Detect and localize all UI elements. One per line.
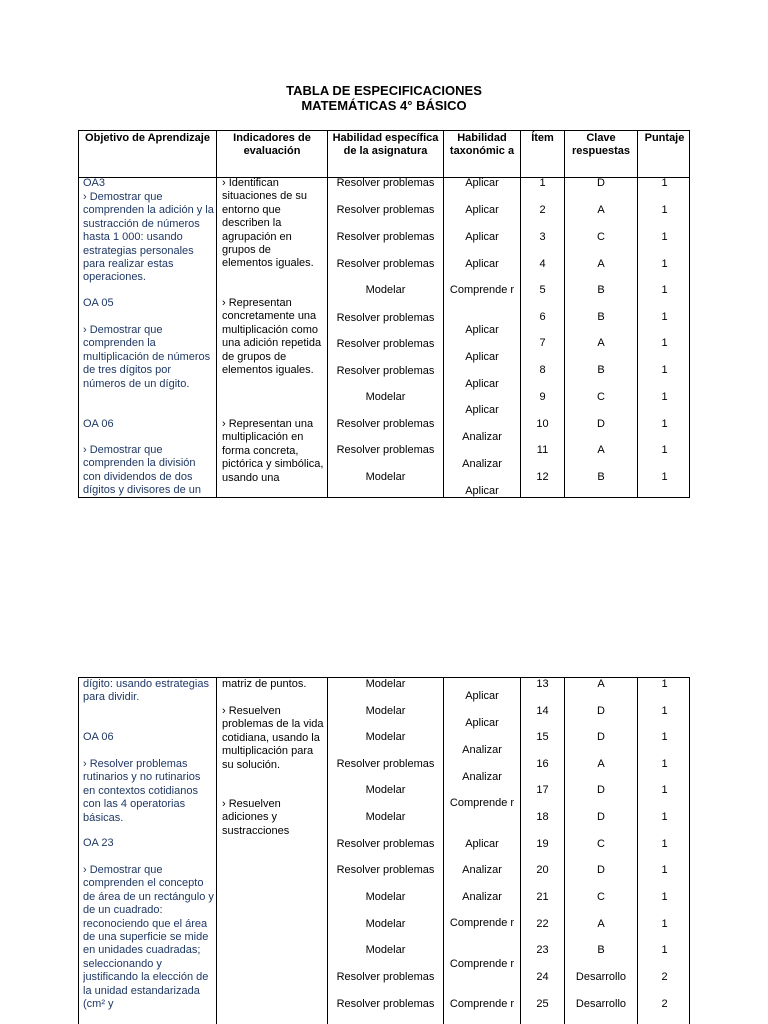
header-indicadores: Indicadores de evaluación xyxy=(233,132,311,157)
item-number: 21 xyxy=(536,891,549,903)
taxonomica-cell: Comprende r xyxy=(449,917,515,929)
habilidad-cell: Modelar xyxy=(365,705,406,717)
clave-cell: A xyxy=(597,444,605,456)
taxonomica-cell: Aplicar xyxy=(465,717,499,729)
puntaje-cell: 1 xyxy=(661,284,668,296)
taxonomica-cell: Aplicar xyxy=(465,351,499,363)
indicator-text: › Resuelven problemas de la vida cotidiana, usando la multiplicación para su solución. xyxy=(222,705,324,771)
habilidad-cell: Resolver problemas xyxy=(336,312,435,324)
taxonomica-cell: Aplicar xyxy=(465,204,499,216)
header-objetivo: Objetivo de Aprendizaje xyxy=(85,132,210,144)
puntaje-cell: 1 xyxy=(661,891,668,903)
habilidad-cell: Resolver problemas xyxy=(336,338,435,350)
item-number: 2 xyxy=(539,204,546,216)
taxonomica-cell: Aplicar xyxy=(465,485,499,497)
indicator-text: › Representan concretamente una multiplicación como una adición repetida de grupos de elementos iguales. xyxy=(222,297,322,377)
item-number: 5 xyxy=(539,284,546,296)
item-number: 23 xyxy=(536,944,549,956)
item-number: 24 xyxy=(536,971,549,983)
clave-cell: B xyxy=(597,944,605,956)
objective-text: OA 05 xyxy=(83,297,114,309)
clave-cell: D xyxy=(597,177,605,189)
habilidad-cell: Resolver problemas xyxy=(336,758,435,770)
item-number: 12 xyxy=(536,471,549,483)
indicator-text: › Identifican situaciones de su entorno que describen la agrupación en grupos de elementos iguales. xyxy=(222,177,314,270)
item-number: 10 xyxy=(536,418,549,430)
item-number: 20 xyxy=(536,864,549,876)
item-number: 16 xyxy=(536,758,549,770)
clave-cell: A xyxy=(597,758,605,770)
specification-table-page1 xyxy=(78,130,690,498)
item-number: 4 xyxy=(539,258,546,270)
puntaje-cell: 1 xyxy=(661,337,668,349)
habilidad-cell: Resolver problemas xyxy=(336,418,435,430)
puntaje-cell: 1 xyxy=(661,391,668,403)
puntaje-cell: 1 xyxy=(661,758,668,770)
item-number: 19 xyxy=(536,838,549,850)
habilidad-cell: Resolver problemas xyxy=(336,444,435,456)
habilidad-cell: Modelar xyxy=(365,944,406,956)
puntaje-cell: 1 xyxy=(661,444,668,456)
puntaje-cell: 1 xyxy=(661,418,668,430)
puntaje-cell: 1 xyxy=(661,784,668,796)
clave-cell: A xyxy=(597,258,605,270)
item-number: 15 xyxy=(536,731,549,743)
document-title-line2: MATEMÁTICAS 4° BÁSICO xyxy=(301,98,467,113)
habilidad-cell: Resolver problemas xyxy=(336,971,435,983)
item-number: 11 xyxy=(536,444,549,456)
taxonomica-cell: Aplicar xyxy=(465,404,499,416)
taxonomica-cell: Analizar xyxy=(462,864,502,876)
item-number: 22 xyxy=(536,918,549,930)
puntaje-cell: 1 xyxy=(661,311,668,323)
puntaje-cell: 1 xyxy=(661,231,668,243)
taxonomica-cell: Analizar xyxy=(462,891,502,903)
habilidad-cell: Modelar xyxy=(365,391,406,403)
item-number: 9 xyxy=(539,391,546,403)
taxonomica-cell: Aplicar xyxy=(465,258,499,270)
taxonomica-cell: Analizar xyxy=(462,771,502,783)
habilidad-cell: Modelar xyxy=(365,731,406,743)
clave-cell: C xyxy=(597,391,605,403)
taxonomica-cell: Aplicar xyxy=(465,378,499,390)
puntaje-cell: 1 xyxy=(661,944,668,956)
item-number: 14 xyxy=(536,705,549,717)
item-number: 17 xyxy=(536,784,549,796)
objective-text: OA3 xyxy=(83,177,106,189)
habilidad-cell: Modelar xyxy=(365,811,406,823)
objective-text: OA 06 xyxy=(83,418,114,430)
header-clave: Clave respuestas xyxy=(571,132,631,157)
habilidad-cell: Resolver problemas xyxy=(336,231,435,243)
header-item: Ítem xyxy=(531,132,554,144)
puntaje-cell: 1 xyxy=(661,471,668,483)
taxonomica-cell: Aplicar xyxy=(465,838,499,850)
clave-cell: C xyxy=(597,891,605,903)
header-habilidad: Habilidad específica de la asignatura xyxy=(332,132,439,157)
puntaje-cell: 1 xyxy=(661,258,668,270)
clave-cell: A xyxy=(597,204,605,216)
objective-text: › Demostrar que comprenden la división con dividendos de dos dígitos y divisores de un xyxy=(83,444,202,497)
item-number: 25 xyxy=(536,998,549,1010)
item-number: 8 xyxy=(539,364,546,376)
habilidad-cell: Resolver problemas xyxy=(336,365,435,377)
habilidad-cell: Resolver problemas xyxy=(336,204,435,216)
objective-text: › Resolver problemas rutinarios y no rutinarios en contextos cotidianos con las 4 operatorias básicas. xyxy=(83,758,201,824)
habilidad-cell: Modelar xyxy=(365,784,406,796)
clave-cell: Desarrollo xyxy=(575,971,627,983)
taxonomica-cell: Analizar xyxy=(462,431,502,443)
puntaje-cell: 1 xyxy=(661,918,668,930)
taxonomica-cell: Analizar xyxy=(462,744,502,756)
clave-cell: B xyxy=(597,284,605,296)
habilidad-cell: Modelar xyxy=(365,284,406,296)
puntaje-cell: 1 xyxy=(661,838,668,850)
objective-text: dígito: usando estrategias para dividir. xyxy=(83,678,209,704)
clave-cell: Desarrollo xyxy=(575,998,627,1010)
clave-cell: A xyxy=(597,678,605,690)
clave-cell: D xyxy=(597,731,605,743)
taxonomica-cell: Comprende r xyxy=(449,284,515,296)
objective-text: › Demostrar que comprenden el concepto de área de un rectángulo y de un cuadrado: reconociendo que el área de una superficie se mide en unidades cuadradas; seleccionando y justificando la elección de la unidad estandarizada (cm² y xyxy=(83,864,214,1011)
item-number: 6 xyxy=(539,311,546,323)
clave-cell: D xyxy=(597,418,605,430)
taxonomica-cell: Aplicar xyxy=(465,231,499,243)
item-number: 3 xyxy=(539,231,546,243)
clave-cell: D xyxy=(597,784,605,796)
objective-text: OA 06 xyxy=(83,731,114,743)
header-taxonomica: Habilidad taxonómic a xyxy=(449,132,515,157)
taxonomica-cell: Comprende r xyxy=(449,998,515,1010)
puntaje-cell: 1 xyxy=(661,678,668,690)
indicator-text: matriz de puntos. xyxy=(222,678,307,690)
puntaje-cell: 1 xyxy=(661,731,668,743)
habilidad-cell: Resolver problemas xyxy=(336,998,435,1010)
puntaje-cell: 2 xyxy=(661,998,668,1010)
document-title-line1: TABLA DE ESPECIFICACIONES xyxy=(286,83,482,98)
taxonomica-cell: Analizar xyxy=(462,458,502,470)
taxonomica-cell: Aplicar xyxy=(465,690,499,702)
objective-text: › Demostrar que comprenden la adición y la sustracción de números hasta 1 000: usando estrategias personales para realizar estas operaciones. xyxy=(83,191,214,284)
puntaje-cell: 1 xyxy=(661,204,668,216)
clave-cell: C xyxy=(597,231,605,243)
puntaje-cell: 2 xyxy=(661,971,668,983)
objective-text: › Demostrar que comprenden la multiplicación de números de tres dígitos por números de un dígito. xyxy=(83,324,211,390)
clave-cell: D xyxy=(597,705,605,717)
item-number: 1 xyxy=(539,177,546,189)
habilidad-cell: Resolver problemas xyxy=(336,838,435,850)
habilidad-cell: Modelar xyxy=(365,471,406,483)
taxonomica-cell: Comprende r xyxy=(449,958,515,970)
puntaje-cell: 1 xyxy=(661,811,668,823)
taxonomica-cell: Aplicar xyxy=(465,177,499,189)
clave-cell: B xyxy=(597,311,605,323)
puntaje-cell: 1 xyxy=(661,864,668,876)
puntaje-cell: 1 xyxy=(661,705,668,717)
habilidad-cell: Resolver problemas xyxy=(336,864,435,876)
indicator-text: › Resuelven adiciones y sustracciones xyxy=(222,798,290,837)
puntaje-cell: 1 xyxy=(661,177,668,189)
header-puntaje: Puntaje xyxy=(644,132,685,144)
item-number: 7 xyxy=(539,337,546,349)
taxonomica-cell: Comprende r xyxy=(449,797,515,809)
puntaje-cell: 1 xyxy=(661,364,668,376)
clave-cell: A xyxy=(597,337,605,349)
clave-cell: B xyxy=(597,364,605,376)
clave-cell: B xyxy=(597,471,605,483)
item-number: 18 xyxy=(536,811,549,823)
taxonomica-cell: Aplicar xyxy=(465,324,499,336)
clave-cell: A xyxy=(597,918,605,930)
indicator-text: › Representan una multiplicación en forma concreta, pictórica y simbólica, usando una xyxy=(222,418,324,484)
objective-text: OA 23 xyxy=(83,837,114,849)
habilidad-cell: Modelar xyxy=(365,891,406,903)
item-number: 13 xyxy=(536,678,549,690)
clave-cell: D xyxy=(597,811,605,823)
habilidad-cell: Resolver problemas xyxy=(336,258,435,270)
habilidad-cell: Modelar xyxy=(365,678,406,690)
habilidad-cell: Resolver problemas xyxy=(336,177,435,189)
clave-cell: D xyxy=(597,864,605,876)
habilidad-cell: Modelar xyxy=(365,918,406,930)
clave-cell: C xyxy=(597,838,605,850)
specification-table-page2 xyxy=(78,677,690,1024)
